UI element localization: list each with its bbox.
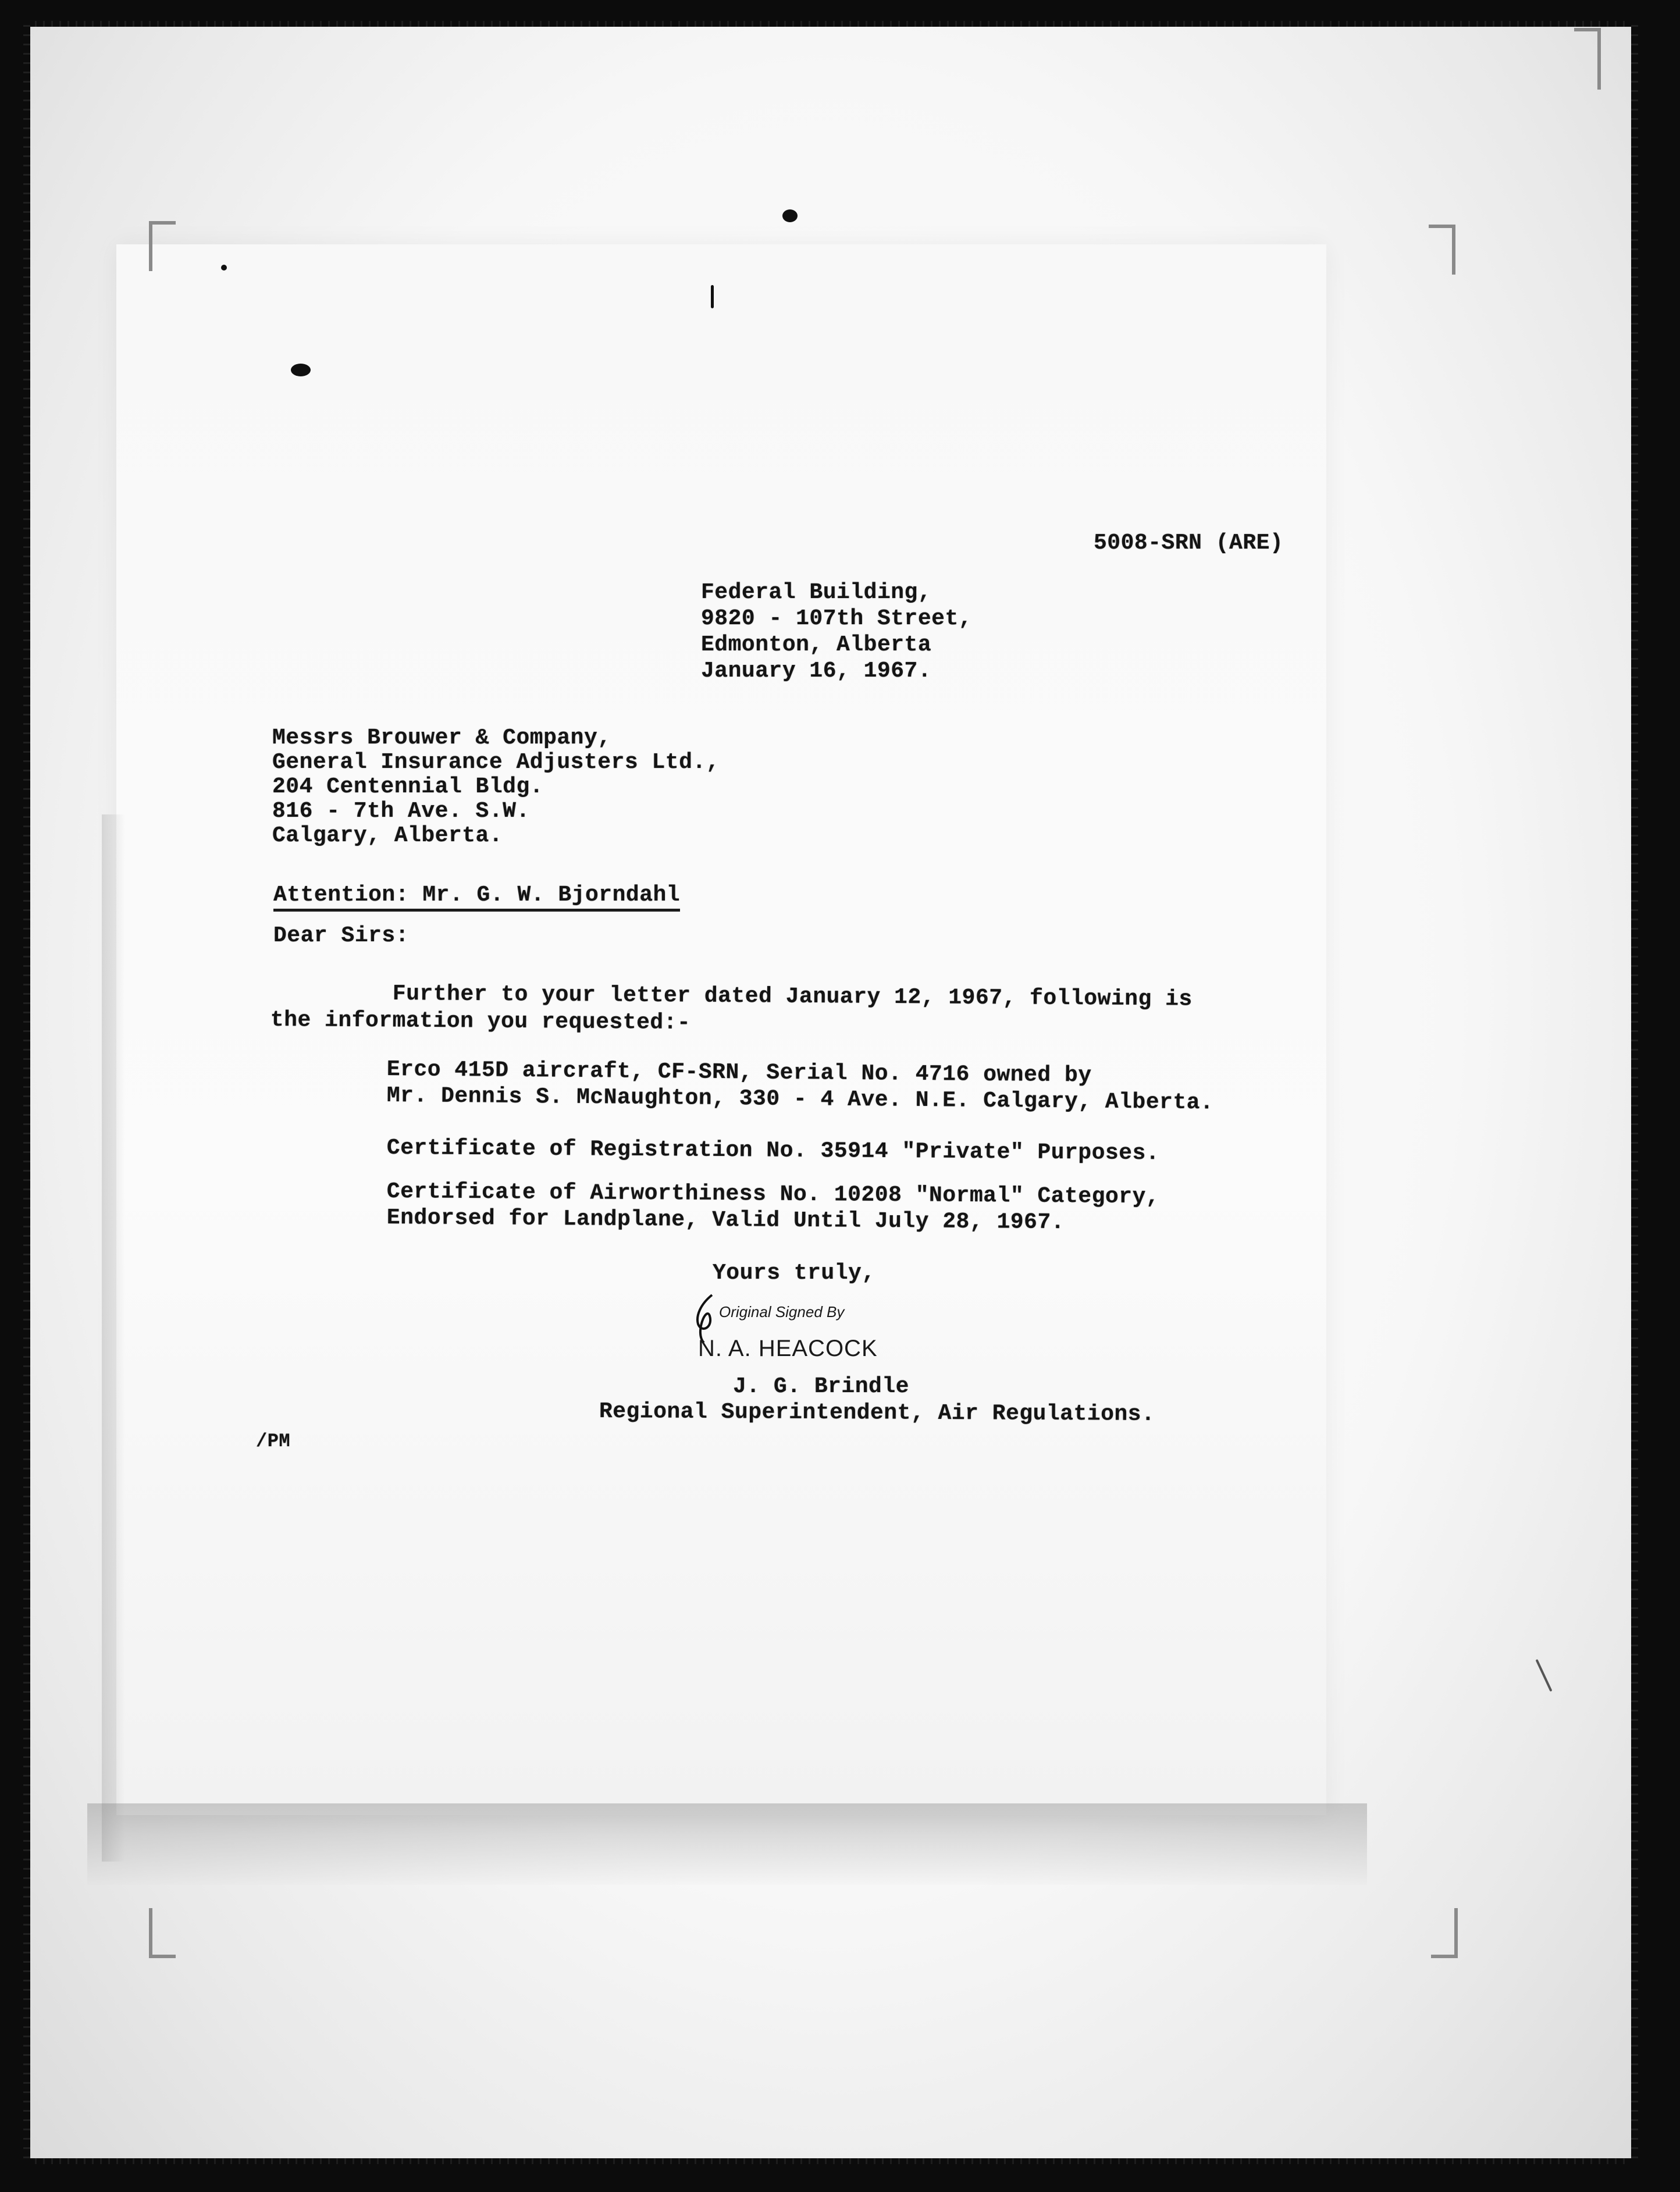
- signer-name: J. G. Brindle: [733, 1374, 909, 1399]
- airworthiness-certificate-line: Certificate of Airworthiness No. 10208 "Normal" Category,: [386, 1179, 1160, 1210]
- file-reference: 5008-SRN (ARE): [1094, 531, 1284, 556]
- print-edge-left: [23, 21, 30, 2164]
- aircraft-info-line: Mr. Dennis S. McNaughton, 330 - 4 Ave. N.E. Calgary, Alberta.: [386, 1083, 1214, 1116]
- salutation: Dear Sirs:: [273, 923, 410, 948]
- print-edge-top: [23, 21, 1638, 27]
- dust-scratch: [711, 285, 714, 308]
- sender-address-line: Edmonton, Alberta: [701, 632, 932, 657]
- crop-mark-bottom-left: [149, 1908, 176, 1958]
- letter-date: January 16, 1967.: [701, 659, 932, 684]
- stamp-original-signed-by: Original Signed By: [719, 1303, 845, 1321]
- closing: Yours truly,: [713, 1261, 875, 1286]
- body-paragraph-line: the information you requested:-: [270, 1008, 691, 1036]
- signer-title: Regional Superintendent, Air Regulations.: [599, 1399, 1155, 1428]
- sender-address-line: 9820 - 107th Street,: [701, 606, 973, 631]
- ink-blot: [291, 364, 311, 376]
- crop-mark-outer-top-right: [1574, 28, 1601, 90]
- sender-address-line: Federal Building,: [701, 580, 932, 605]
- print-edge-bottom: [23, 2158, 1638, 2164]
- sheet-left-shadow: [102, 814, 125, 1862]
- body-paragraph-line: Further to your letter dated January 12, 1967, following is: [392, 981, 1193, 1012]
- airworthiness-certificate-line: Endorsed for Landplane, Valid Until July 28, 1967.: [386, 1205, 1065, 1236]
- dust-speck: [221, 265, 227, 271]
- sheet-bottom-shadow: [87, 1803, 1367, 1885]
- recipient-line: Calgary, Alberta.: [272, 823, 503, 848]
- recipient-line: 816 - 7th Ave. S.W.: [272, 799, 530, 824]
- stamp-signer-name: N. A. HEACOCK: [698, 1336, 878, 1361]
- recipient-line: Messrs Brouwer & Company,: [272, 725, 611, 750]
- dust-speck: [782, 209, 798, 222]
- crop-mark-top-right: [1429, 225, 1455, 275]
- aircraft-info-line: Erco 415D aircraft, CF-SRN, Serial No. 4716 owned by: [386, 1057, 1092, 1088]
- print-edge-right: [1631, 21, 1638, 2164]
- registration-certificate-line: Certificate of Registration No. 35914 "Private" Purposes.: [386, 1136, 1160, 1166]
- typist-initials: /PM: [256, 1431, 291, 1452]
- attention-line: Attention: Mr. G. W. Bjorndahl: [273, 884, 680, 912]
- recipient-line: 204 Centennial Bldg.: [272, 774, 544, 799]
- crop-mark-top-left: [149, 221, 176, 271]
- crop-mark-bottom-right: [1431, 1908, 1458, 1958]
- recipient-line: General Insurance Adjusters Ltd.,: [272, 750, 720, 775]
